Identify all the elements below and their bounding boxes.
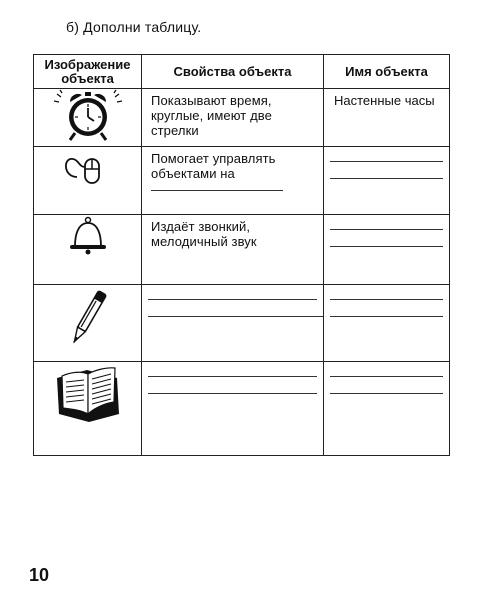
properties-cell — [142, 362, 324, 456]
table-row — [34, 285, 450, 362]
name-cell — [324, 285, 450, 362]
name-cell — [324, 89, 450, 147]
bell-icon — [63, 215, 113, 257]
table-row — [34, 89, 450, 147]
answer-line[interactable] — [330, 393, 443, 394]
header-properties: Свойства объекта — [142, 55, 324, 89]
properties-cell — [142, 215, 324, 285]
properties-text: Показывают время, круглые, имеют две стрелки — [151, 93, 272, 138]
table-row — [34, 147, 450, 215]
worksheet-table — [33, 54, 450, 456]
image-cell — [34, 147, 142, 215]
image-cell — [34, 285, 142, 362]
answer-line[interactable] — [330, 299, 443, 300]
answer-line[interactable] — [148, 376, 317, 377]
answer-line[interactable] — [148, 316, 323, 317]
name-cell — [324, 362, 450, 456]
properties-text: Помогает управлять объектами на — [151, 151, 276, 181]
answer-line[interactable] — [330, 316, 443, 317]
properties-text: Издаёт звонкий, мелодичный звук — [151, 219, 257, 249]
answer-line[interactable] — [148, 393, 317, 394]
computer-mouse-icon — [61, 147, 115, 191]
image-cell — [34, 89, 142, 147]
header-name: Имя объекта — [324, 55, 450, 89]
task-title: б) Дополни таблицу. — [66, 19, 202, 35]
answer-line[interactable] — [330, 161, 443, 162]
table-row — [34, 215, 450, 285]
image-cell — [34, 362, 142, 456]
answer-line[interactable] — [330, 178, 443, 179]
name-cell — [324, 147, 450, 215]
properties-cell — [142, 147, 324, 215]
properties-cell — [142, 89, 324, 147]
properties-cell — [142, 285, 324, 362]
header-image: Изображение объекта — [34, 55, 142, 89]
answer-line[interactable] — [148, 299, 317, 300]
table-header-row — [34, 55, 450, 89]
answer-line[interactable] — [151, 190, 283, 191]
pen-icon — [68, 285, 108, 349]
object-name: Настенные часы — [334, 93, 435, 108]
page-number: 10 — [29, 565, 50, 585]
answer-line[interactable] — [330, 229, 443, 230]
answer-line[interactable] — [330, 246, 443, 247]
open-book-icon — [53, 362, 123, 426]
table-row — [34, 362, 450, 456]
answer-line[interactable] — [330, 376, 443, 377]
image-cell — [34, 215, 142, 285]
alarm-clock-icon — [53, 89, 123, 143]
name-cell — [324, 215, 450, 285]
